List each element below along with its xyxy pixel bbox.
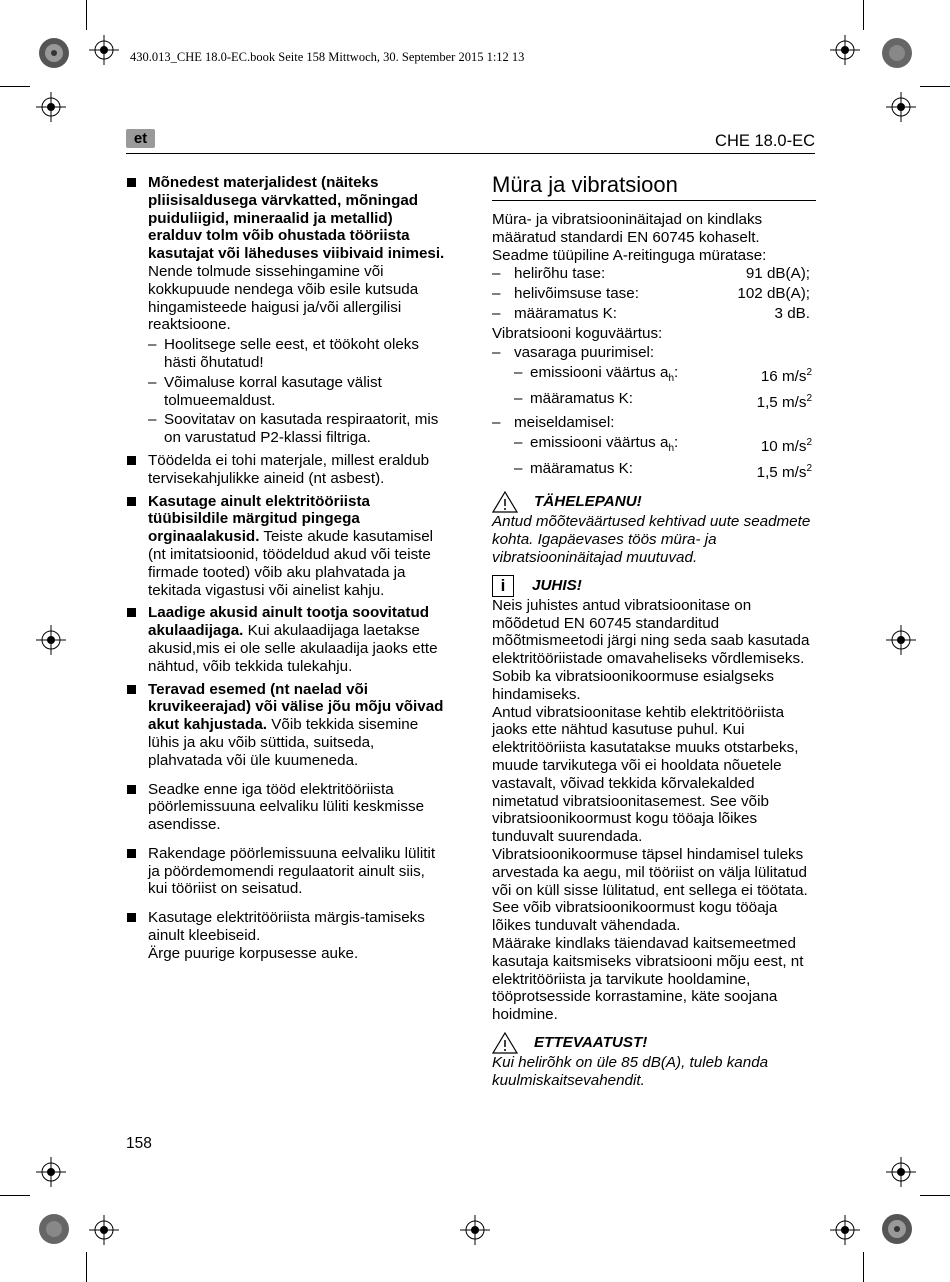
header-rule: [126, 153, 815, 154]
sub-item: – Soovitatav on kasutada respiraatorit, mis on varustatud P2-klassi filtriga.: [148, 411, 439, 447]
left-column: [126, 174, 448, 968]
warning-triangle-icon: [492, 491, 518, 513]
vibration-value: 1,5 m/s: [756, 394, 807, 412]
vibration-label-sub: h: [668, 373, 675, 385]
warning-triangle-icon: [492, 1032, 518, 1054]
right-column: [492, 172, 816, 1089]
language-badge: et: [126, 129, 155, 148]
vibration-group-title: – meiseldamisel:: [492, 414, 615, 432]
crop-mark: [86, 1252, 87, 1282]
vibration-group-name: vasaraga puurimisel:: [514, 344, 655, 362]
vibration-value: 1,5 m/s: [756, 464, 807, 482]
registration-crosshair-icon: [886, 1157, 916, 1187]
registration-sunburst-icon: [38, 1213, 70, 1245]
registration-sunburst-icon: [881, 1213, 913, 1245]
item-text: Kui akulaadijaga laetakse akusid,mis ei ole selle akulaadija jaoks ette nähtud, võib tekkida tulekahju.: [148, 622, 438, 675]
vibration-label-sub: h: [668, 443, 675, 455]
noise-label: määramatus K:: [514, 305, 617, 323]
section-title: Müra ja vibratsioon: [492, 172, 816, 201]
vibration-row: – emissiooni väärtus $a_h$: 16 $m/s^2$: [514, 364, 812, 386]
note-paragraph: Antud vibratsioonitase kehtib elektritööriista jaoks ette nähtud kasutuse puhul. Kui elektritööriista kasutatakse muuks otstarbeks, muude tarvikutega või ei hooldata nõuetele vastavalt, võivad tekkida kõrvalekalded nimetatud vibratsioonitasemest. See võib vibratsioonikoormust kogu tööaja lõikes tunduvalt suurendada.: [492, 703, 799, 846]
vibration-group-name: meiseldamisel:: [514, 414, 615, 432]
registration-crosshair-icon: [36, 625, 66, 655]
note-paragraph: Vibratsioonikoormuse täpsel hindamisel tuleks arvestada ka aegu, mil tööriist on välja lülitatud või on küll sisse lülitatud, ent sellega ei töötata. See võib vibratsioonikoormust kogu tööaja lõikes tunduvalt vähendada.: [492, 845, 808, 935]
bullet-square-icon: [127, 785, 136, 794]
bullet-square-icon: [127, 456, 136, 465]
noise-value: 102 dB(A);: [737, 285, 810, 303]
item-text: Töödelda ei tohi materjale, millest eraldub tervisekahjulikke aineid (nt asbest).: [148, 451, 430, 487]
bullet-square-icon: [127, 497, 136, 506]
registration-crosshair-icon: [460, 1215, 490, 1245]
vibration-value-sup: 2: [806, 437, 812, 449]
vibration-value-sup: 2: [806, 463, 812, 475]
page-number: 158: [126, 1135, 152, 1152]
intro-text: Müra- ja vibratsiooninäitajad on kindlaks määratud standardi EN 60745 kohaselt.: [492, 211, 763, 246]
vibration-row: – emissiooni väärtus $a_h$: 10 $m/s^2$: [514, 434, 812, 456]
registration-crosshair-icon: [830, 35, 860, 65]
vibration-row: – määramatus K: 1,5 $m/s^2$: [514, 390, 812, 412]
registration-sunburst-icon: [38, 37, 70, 69]
bullet-square-icon: [127, 608, 136, 617]
vibration-value-sup: 2: [806, 393, 812, 405]
noise-row: – helirõhu tase: 91 dB(A);: [492, 264, 816, 284]
vibration-label: emissiooni väärtus a: [530, 434, 669, 452]
registration-crosshair-icon: [886, 625, 916, 655]
caution-title: ETTEVAATUST!: [534, 1033, 648, 1051]
model-header: CHE 18.0-EC: [715, 132, 815, 150]
attention-notice: [492, 491, 816, 566]
list-item: [126, 452, 448, 488]
list-item: [126, 681, 448, 770]
registration-crosshair-icon: [830, 1215, 860, 1245]
registration-crosshair-icon: [89, 1215, 119, 1245]
list-item: [126, 845, 448, 898]
noise-label: helirõhu tase:: [514, 265, 606, 283]
sub-item-text: Hoolitsege selle eest, et töökoht oleks hästi õhutatud!: [164, 336, 419, 371]
registration-sunburst-icon: [881, 37, 913, 69]
vibration-label: emissiooni väärtus a: [530, 364, 669, 382]
registration-crosshair-icon: [36, 1157, 66, 1187]
caution-text: Kui helirõhk on üle 85 dB(A), tuleb kanda kuulmiskaitsevahendit.: [492, 1053, 769, 1089]
noise-heading: Seadme tüüpiline A-reitinguga müratase:: [492, 246, 767, 264]
item-text-line2: Ärge puurige korpusesse auke.: [148, 944, 359, 962]
vibration-label: määramatus K:: [530, 390, 633, 408]
crop-mark: [0, 86, 30, 87]
list-item: [126, 493, 448, 600]
note-paragraph: Määrake kindlaks täiendavad kaitsemeetmed kasutaja kaitsmiseks vibratsiooni mõju eest, nt elektritööriista ja tarvikute hooldamine, tööprotsesside korrastamine, käte soojana hoidmine.: [492, 934, 804, 1024]
caution-header: [492, 1032, 816, 1054]
vibration-value-sup: 2: [806, 367, 812, 379]
crop-mark: [86, 0, 87, 30]
item-text: Kasutage elektritööriista märgis-tamiseks ainult kleebiseid.: [148, 909, 425, 945]
bullet-square-icon: [127, 178, 136, 187]
noise-row: – määramatus K: 3 dB.: [492, 304, 816, 324]
list-item: [126, 909, 448, 962]
vibration-label-tail: :: [674, 434, 679, 452]
vibration-group-title: – vasaraga puurimisel:: [492, 344, 655, 362]
warning-bold-text: Mõnedest materjalidest (näiteks pliisisaldusega värvkatted, mõningad puiduliigid, mineraalid ja metallid) eralduv tolm võib ohustada tööriista kasutajat või läheduses viibivaid inimesi.: [148, 174, 445, 263]
item-text: Seadke enne iga tööd elektritööriista pöörlemissuuna eelvaliku lüliti keskmisse asendisse.: [148, 780, 425, 834]
info-icon-letter: i: [500, 575, 506, 595]
attention-title: TÄHELEPANU!: [534, 493, 642, 511]
registration-crosshair-icon: [36, 92, 66, 122]
crop-mark: [863, 1252, 864, 1282]
sub-item-text: Soovitatav on kasutada respiraatorit, mis on varustatud P2-klassi filtriga.: [164, 411, 439, 447]
noise-value: 3 dB.: [774, 305, 810, 323]
list-item: [126, 604, 448, 675]
crop-mark: [920, 1195, 950, 1196]
bullet-square-icon: [127, 849, 136, 858]
sub-item: – Hoolitsege selle eest, et töökoht oleks hästi õhutatud!: [148, 336, 419, 371]
info-title: JUHIS!: [532, 576, 582, 594]
registration-crosshair-icon: [89, 35, 119, 65]
item-text: Võib tekkida sisemine lühis ja aku võib süttida, suitseda, plahvatada või üle kuumeneda.: [148, 716, 419, 769]
item-text: Teiste akude kasutamisel (nt imitatsioonid, töödeldud akud või teiste firmade tooted) võib aku plahvatada ja tekitada vigastusi või ainelist kahju.: [148, 528, 434, 599]
warning-bold-text: Laadige akusid ainult tootja soovitatud akulaadijaga.: [148, 604, 429, 640]
bullet-square-icon: [127, 685, 136, 694]
vibration-heading: Vibratsiooni koguväärtus:: [492, 325, 663, 343]
vibration-value: 10 m/s: [760, 438, 807, 456]
noise-row: – helivõimsuse tase: 102 dB(A);: [492, 284, 816, 304]
noise-value: 91 dB(A);: [745, 265, 810, 283]
attention-header: [492, 491, 816, 513]
attention-text: Antud mõõteväärtused kehtivad uute seadmete kohta. Igapäevases töös müra- ja vibratsiooninäitajad muutuvad.: [492, 513, 811, 566]
print-info-line: 430.013_CHE 18.0-EC.book Seite 158 Mittwoch, 30. September 2015 1:12 13: [130, 50, 525, 64]
caution-notice: [492, 1032, 816, 1090]
sub-item: – Võimaluse korral kasutage välist tolmueemaldust.: [148, 373, 382, 409]
warning-bold-text: Kasutage ainult elektritööriista tüübisildile märgitud pingega orginaalakusid.: [148, 492, 370, 546]
bullet-square-icon: [127, 913, 136, 922]
list-item: [126, 781, 448, 834]
note-paragraph: Neis juhistes antud vibratsioonitase on mõõdetud EN 60745 standarditud mõõtmismeetodi järgi ning seda saab kasutada elektritööriistade omavaheliseks võrdlemiseks. Sobib ka vibratsioonikoormuse esialgseks hindamiseks.: [492, 596, 810, 703]
crop-mark: [920, 86, 950, 87]
vibration-label-tail: :: [674, 364, 679, 382]
vibration-label: määramatus K:: [530, 460, 633, 478]
item-text: Rakendage pöörlemissuuna eelvaliku lülitit ja pöördemomendi regulaatorit ainult siis, kui tööriist on seisatud.: [148, 844, 436, 898]
warning-bold-text: Teravad esemed (nt naelad või kruvikeerajad) või välise jõu mõju võivad akut kahjustada.: [148, 680, 444, 734]
vibration-row: – määramatus K: 1,5 $m/s^2$: [514, 460, 812, 482]
crop-mark: [0, 1195, 30, 1196]
noise-label: helivõimsuse tase:: [514, 285, 639, 303]
sub-item-text: Võimaluse korral kasutage välist tolmueemaldust.: [164, 373, 382, 409]
info-notice: [492, 575, 816, 1024]
crop-mark: [863, 0, 864, 30]
item-text: Nende tolmude sissehingamine või kokkupuude nendega võib esile kutsuda hingamisteede haigusi ja/või allergilisi reaktsioone.: [148, 262, 419, 334]
info-header: [492, 575, 816, 597]
info-icon: [492, 575, 514, 597]
vibration-value: 16 m/s: [760, 368, 807, 386]
registration-crosshair-icon: [886, 92, 916, 122]
list-item: [126, 174, 448, 447]
